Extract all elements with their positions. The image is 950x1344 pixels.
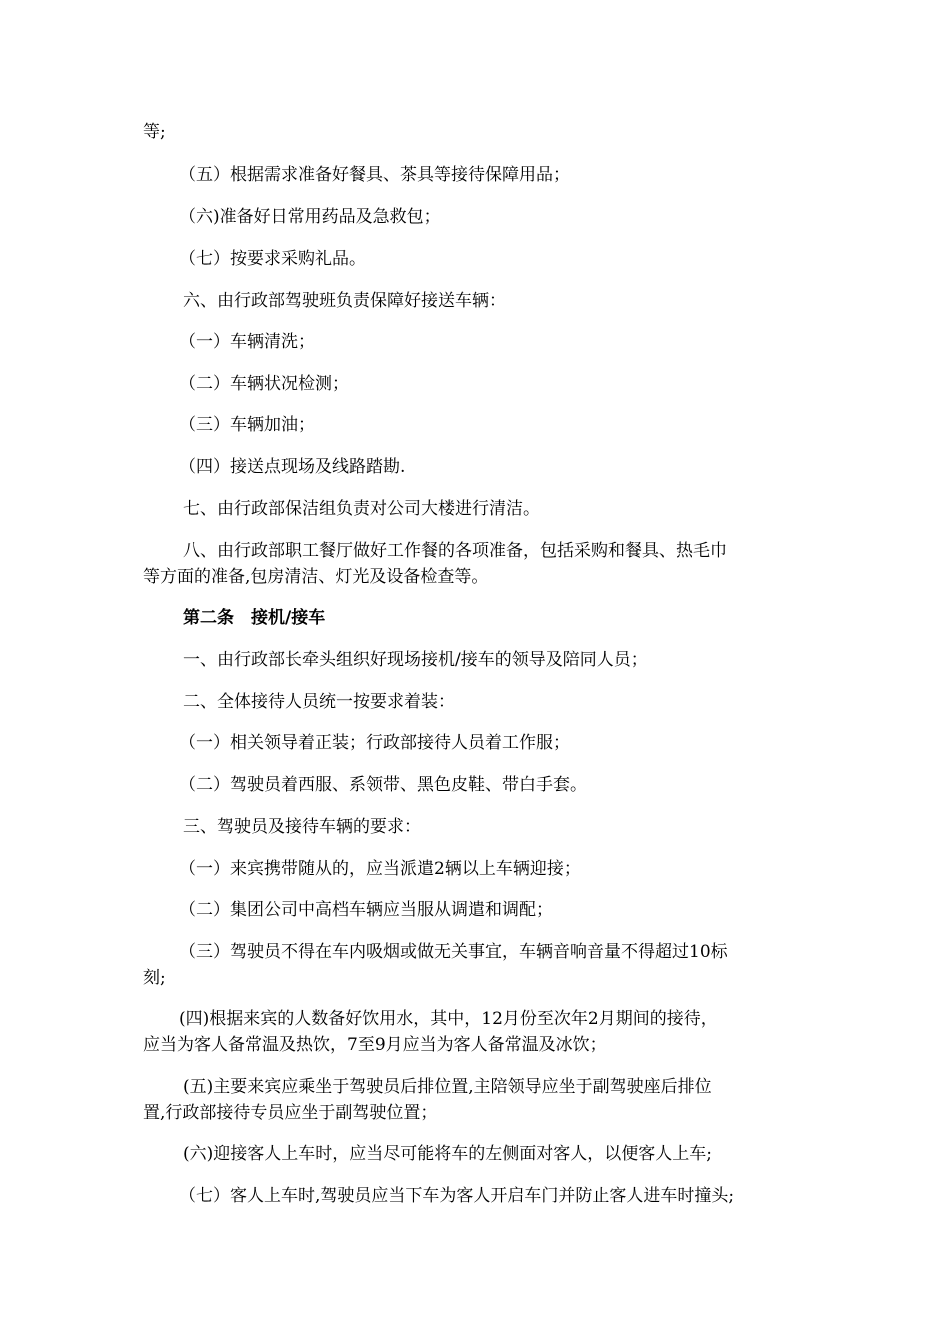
- text-line: 七、由行政部保洁组负责对公司大楼进行清洁。: [183, 499, 540, 519]
- text-line: （二）车辆状况检测；: [179, 374, 349, 394]
- text-line: （七）客人上车时,驾驶员应当下车为客人开启车门并防止客人进车时撞头;: [179, 1186, 735, 1206]
- text-line: （六)准备好日常用药品及急救包；: [179, 207, 441, 227]
- text-line: （一）来宾携带随从的，应当派遣2辆以上车辆迎接；: [179, 859, 581, 879]
- text-line: (五)主要来宾应乘坐于驾驶员后排位置,主陪领导应坐于副驾驶座后排位: [183, 1077, 712, 1097]
- text-line: （二）集团公司中高档车辆应当服从调遣和调配；: [179, 900, 553, 920]
- text-line: 六、由行政部驾驶班负责保障好接送车辆：: [183, 291, 506, 311]
- text-line: 二、全体接待人员统一按要求着装：: [183, 692, 455, 712]
- text-line: （五）根据需求准备好餐具、茶具等接待保障用品；: [179, 165, 570, 185]
- text-line: 等方面的准备,包房清洁、灯光及设备检查等。: [143, 567, 489, 587]
- text-line: 三、驾驶员及接待车辆的要求：: [183, 817, 421, 837]
- text-line: (六)迎接客人上车时，应当尽可能将车的左侧面对客人，以便客人上车;: [183, 1144, 712, 1164]
- text-line: （二）驾驶员着西服、系领带、黑色皮鞋、带白手套。: [179, 775, 587, 795]
- text-line: 置,行政部接待专员应坐于副驾驶位置；: [143, 1103, 438, 1123]
- text-line: （一）车辆清洗；: [179, 332, 315, 352]
- text-line: 刻;: [143, 968, 166, 988]
- text-line: （七）按要求采购礼品。: [179, 249, 366, 269]
- text-line: （三）车辆加油；: [179, 415, 315, 435]
- text-line: （四）接送点现场及线路踏勘.: [179, 457, 406, 477]
- text-line: 一、由行政部长牵头组织好现场接机/接车的领导及陪同人员；: [183, 650, 648, 670]
- text-line: (四)根据来宾的人数备好饮用水，其中，12月份至次年2月期间的接待，: [179, 1009, 718, 1029]
- text-line: 等;: [143, 122, 166, 142]
- text-line: （三）驾驶员不得在车内吸烟或做无关事宜，车辆音响音量不得超过10标: [179, 942, 728, 962]
- text-line: （一）相关领导着正装；行政部接待人员着工作服；: [179, 733, 570, 753]
- text-line: 应当为客人备常温及热饮，7至9月应当为客人备常温及冰饮；: [143, 1035, 607, 1055]
- text-line: 八、由行政部职工餐厅做好工作餐的各项准备，包括采购和餐具、热毛巾: [183, 541, 727, 561]
- section-heading: 第二条 接机/接车: [183, 608, 326, 628]
